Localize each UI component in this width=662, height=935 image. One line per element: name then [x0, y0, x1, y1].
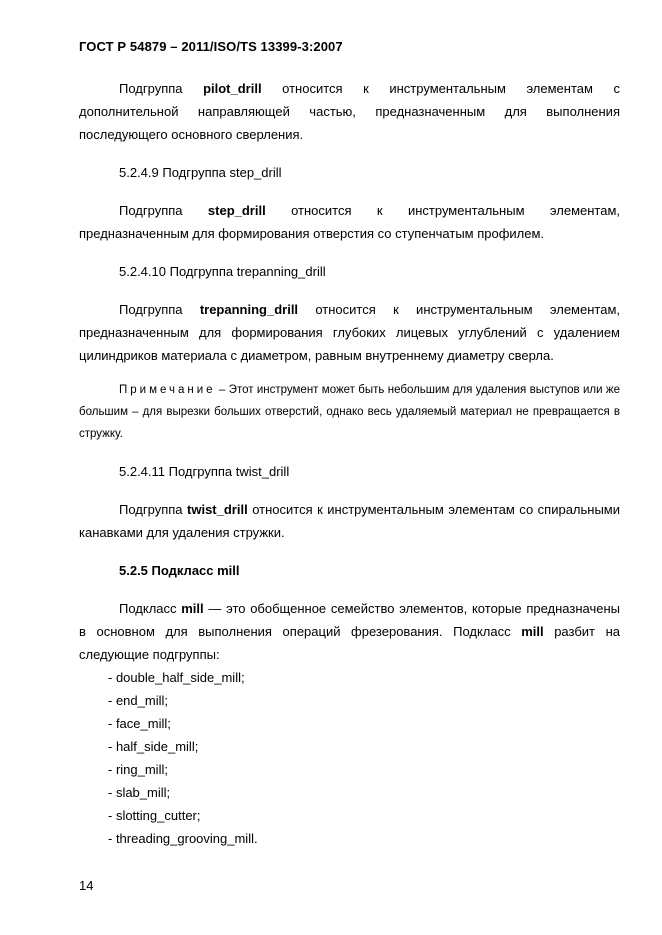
paragraph-mill [79, 597, 620, 666]
trepanning-text: относится к инструментальным элементам, предназначенным для формирования глубоких лицевых углублений с удалением цилиндриков материала с диаметром, равным внутреннему диаметру сверла. [79, 302, 620, 363]
paragraph-pilot-drill [79, 77, 620, 146]
list-item: - half_side_mill; [108, 739, 199, 754]
mill-prefix: Подкласс [119, 601, 182, 616]
heading-trepanning-drill: 5.2.4.10 Подгруппа trepanning_drill [119, 264, 326, 279]
list-item: - double_half_side_mill; [108, 670, 245, 685]
mill-subgroup-list [79, 666, 620, 850]
list-item: - slab_mill; [108, 785, 171, 800]
note-label: Примечание [119, 384, 216, 396]
step-drill-prefix: Подгруппа [119, 203, 208, 218]
heading-step-drill: 5.2.4.9 Подгруппа step_drill [119, 165, 282, 180]
twist-prefix: Подгруппа [119, 502, 188, 517]
heading-mill: 5.2.5 Подкласс mill [119, 563, 240, 578]
note-text: – Этот инструмент может быть небольшим для удаления выступов или же большим – для вырезки больших отверстий, однако весь удаляемый материал не превращается в стружку. [79, 384, 620, 440]
document-body [79, 77, 620, 850]
heading-twist-drill: 5.2.4.11 Подгруппа twist_drill [119, 464, 290, 479]
step-drill-text: относится к инструментальным элементам, предназначенным для формирования отверстия со ступенчатым профилем. [79, 203, 621, 241]
list-item: - ring_mill; [108, 762, 168, 777]
list-item: - face_mill; [108, 716, 171, 731]
twist-term: twist_drill [187, 502, 248, 517]
step-drill-term: step_drill [207, 203, 266, 218]
paragraph-twist-drill [79, 498, 620, 544]
twist-text: относится к инструментальным элементам со спиральными канавками для удаления стружки. [79, 502, 621, 540]
page-number: 14 [79, 878, 94, 893]
standard-header: ГОСТ Р 54879 – 2011/ISO/TS 13399-3:2007 [79, 39, 343, 54]
mill-term: mill [181, 601, 204, 616]
note-paragraph [79, 379, 620, 445]
mill-text-1: — это обобщенное семейство элементов, которые предназначены в основном для выполнения операций фрезерования. Подкласс [79, 601, 620, 639]
paragraph-trepanning-drill [79, 298, 620, 367]
list-item: - slotting_cutter; [108, 808, 201, 823]
pilot-drill-text: относится к инструментальным элементам с дополнительной направляющей частью, предназначенным для выполнения последующего основного сверления. [79, 81, 621, 142]
pilot-drill-term: pilot_drill [203, 81, 262, 96]
trepanning-prefix: Подгруппа [119, 302, 200, 317]
pilot-drill-prefix: Подгруппа [119, 81, 204, 96]
trepanning-term: trepanning_drill [199, 302, 299, 317]
mill-text-2: разбит на следующие подгруппы: [79, 624, 620, 662]
list-item: - threading_grooving_mill. [108, 831, 258, 846]
mill-term-2: mill [521, 624, 544, 639]
list-item: - end_mill; [108, 693, 168, 708]
paragraph-step-drill [79, 199, 620, 245]
